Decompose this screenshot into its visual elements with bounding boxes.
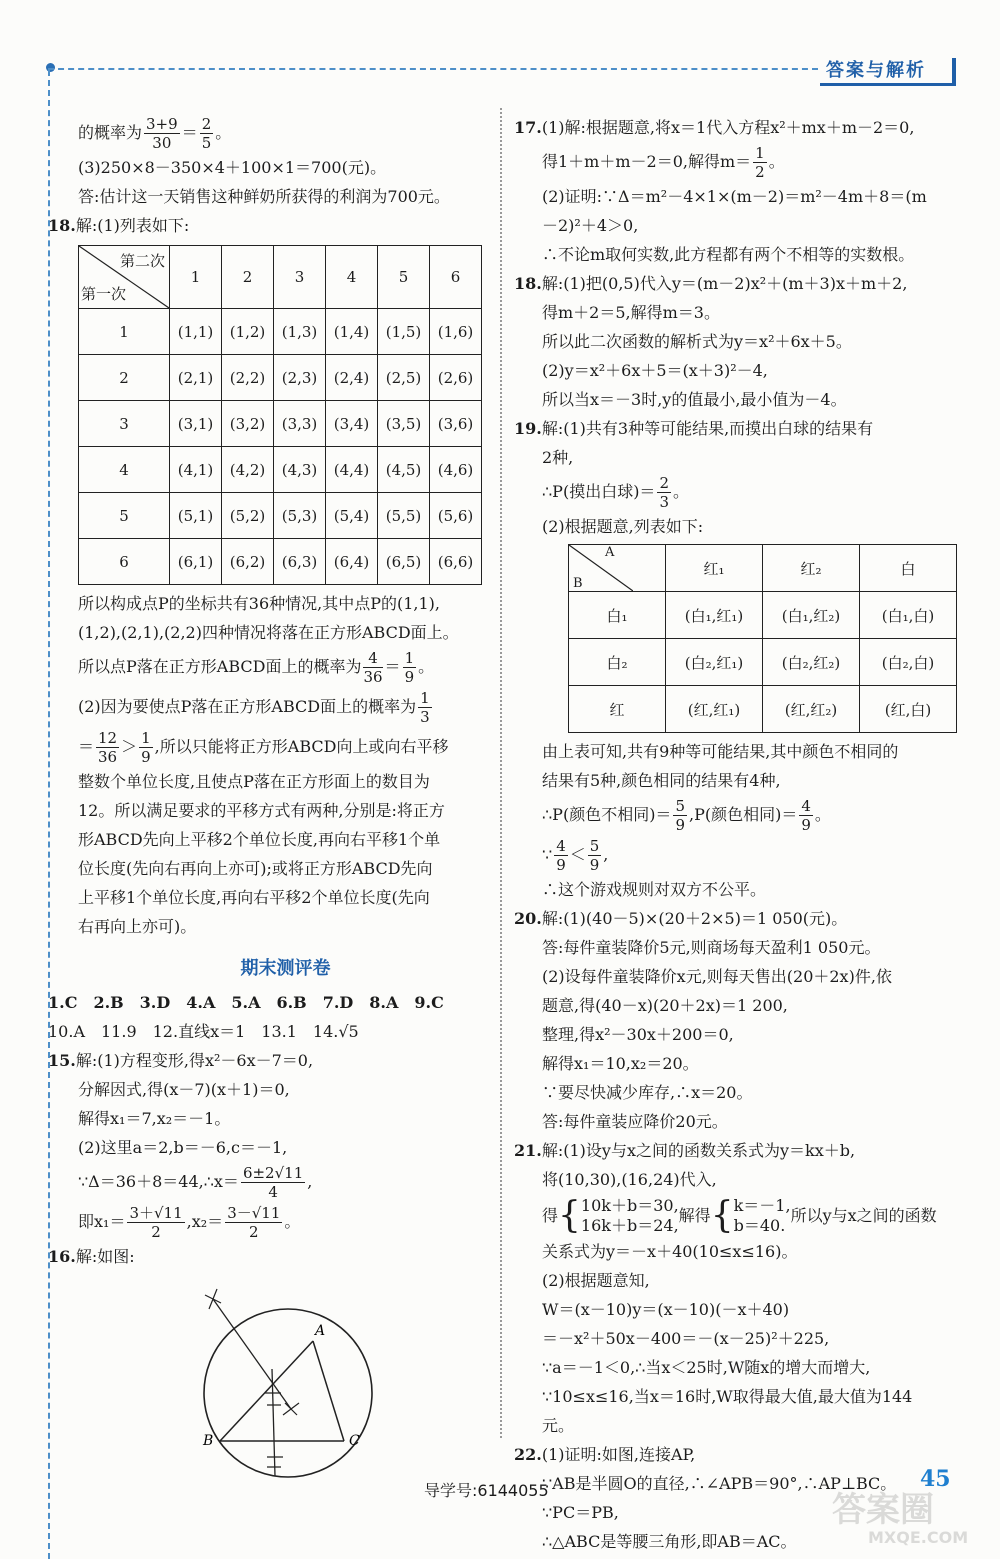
color-outcome-table xyxy=(568,544,957,733)
text-line: 将(10,30),(16,24)代入, xyxy=(542,1170,717,1189)
table-col-header: 2 xyxy=(222,246,274,309)
table-row: 3 (3,1) (3,2) (3,3) (3,4) (3,5) (3,6) xyxy=(79,401,482,447)
arc-mark xyxy=(283,1403,299,1415)
page-number: 45 xyxy=(920,1466,951,1492)
table-row: 5 (5,1) (5,2) (5,3) (5,4) (5,5) (5,6) xyxy=(79,493,482,539)
table-row: 红 (红,红₁) (红,红₂) (红,白) xyxy=(569,686,957,733)
page-margin-rule xyxy=(48,70,51,1559)
label-c: C xyxy=(349,1433,360,1449)
text-line: (2)因为要使点P落在正方形ABCD面上的概率为 $\frac{1}{3}$ xyxy=(78,689,430,726)
fraction: $\frac{3+9}{30}$ xyxy=(146,115,178,152)
text-line: ∴不论m取何实数,此方程都有两个不相等的实数根。 xyxy=(542,245,915,264)
table-col-header: 6 xyxy=(430,246,482,309)
text-line: 上平移1个单位长度,再向右平移2个单位长度(先向 xyxy=(78,888,430,907)
text-line: 解得x₁＝7,x₂＝－1。 xyxy=(78,1109,231,1128)
text-line: (2)证明:∵Δ＝m²－4×1×(m－2)＝m²－4m＋8＝(m xyxy=(542,187,927,206)
text-line: (2)根据题意知, xyxy=(542,1271,650,1290)
text-line: 得m＋2＝5,解得m＝3。 xyxy=(542,303,720,322)
text-line: ∵10≤x≤16,当x＝16时,W取得最大值,最大值为144 xyxy=(542,1387,913,1406)
text-line: (2)设每件童装降价x元,则每天售出(20＋2x)件,依 xyxy=(542,967,892,986)
text-line: 得1＋m＋m－2＝0,解得m＝ $\frac{1}{2}$ 。 xyxy=(542,144,785,181)
text-line: (3)250×8－350×4＋100×1＝700(元)。 xyxy=(78,158,387,177)
header-rule xyxy=(48,68,818,70)
left-column xyxy=(48,112,493,1485)
table-col-header: 4 xyxy=(326,246,378,309)
text-line: 即x₁＝ $\frac{3+√11}{2}$ ,x₂＝ $\frac{3-√11}{2}$ 。 xyxy=(78,1204,301,1241)
circle xyxy=(204,1309,372,1477)
watermark-url: MXQE.COM xyxy=(868,1528,969,1547)
right-column xyxy=(514,112,964,1558)
text-line: 答:每件童装应降价20元。 xyxy=(542,1112,728,1131)
text-line: W＝(x－10)y＝(x－10)(－x＋40) xyxy=(542,1300,790,1319)
question-18: 18.解:(1)列表如下: xyxy=(48,216,190,235)
table-col-header: 5 xyxy=(378,246,430,309)
question-18: 18.解:(1)把(0,5)代入y＝(m－2)x²＋(m＋3)x＋m＋2, xyxy=(514,274,908,293)
text-line: 结果有5种,颜色相同的结果有4种, xyxy=(542,771,781,790)
outcome-table xyxy=(78,245,482,585)
section-label: 答案与解析 xyxy=(820,58,956,86)
table-row: 4 (4,1) (4,2) (4,3) (4,4) (4,5) (4,6) xyxy=(79,447,482,493)
text-line: 分解因式,得(x－7)(x＋1)＝0, xyxy=(78,1080,290,1099)
table-row: 白₁ (白₁,红₁) (白₁,红₂) (白₁,白) xyxy=(569,592,957,639)
column-divider xyxy=(500,108,502,1438)
text-line: (2)y＝x²＋6x＋5＝(x＋3)²－4, xyxy=(542,361,768,380)
text-line: ∵ $\frac{4}{9}$ ＜ $\frac{5}{9}$ , xyxy=(542,837,609,874)
text-line: 所以此二次函数的解析式为y＝x²＋6x＋5。 xyxy=(542,332,852,351)
text-line: －2)²＋4＞0, xyxy=(542,216,639,235)
text-line: ∵要尽快减少库存,∴x＝20。 xyxy=(542,1083,753,1102)
label-b: B xyxy=(203,1433,214,1449)
text-line: 整理,得x²－30x＋200＝0, xyxy=(542,1025,734,1044)
segment-ab xyxy=(220,1341,313,1441)
table-row: 6 (6,1) (6,2) (6,3) (6,4) (6,5) (6,6) xyxy=(79,539,482,585)
text-line: 12。所以满足要求的平移方式有两种,分别是:将正方 xyxy=(78,801,445,820)
table-row: 白₂ (白₂,红₁) (白₂,红₂) (白₂,白) xyxy=(569,639,957,686)
text-line: 所以点P落在正方形ABCD面上的概率为 $\frac{4}{36}$ ＝ $\frac{1}{9}$ 。 xyxy=(78,649,435,686)
table-col-header: 1 xyxy=(170,246,222,309)
text-line: 2种, xyxy=(542,448,574,467)
text-line: 形ABCD先向上平移2个单位长度,再向右平移1个单 xyxy=(78,830,441,849)
table-col-header: 3 xyxy=(274,246,326,309)
text-line: 解得x₁＝10,x₂＝20。 xyxy=(542,1054,699,1073)
text-line: 元。 xyxy=(542,1416,575,1435)
question-15: 15.解:(1)方程变形,得x²－6x－7＝0, xyxy=(48,1051,314,1070)
fraction: $\frac{2}{5}$ xyxy=(201,115,212,152)
text-line: ∴△ABC是等腰三角形,即AB＝AC。 xyxy=(542,1532,797,1551)
text-line: 右再向上亦可)。 xyxy=(78,917,197,936)
text-line: (2)这里a＝2,b＝－6,c＝－1, xyxy=(78,1138,288,1157)
question-20: 20.解:(1)(40－5)×(20＋2×5)＝1 050(元)。 xyxy=(514,909,848,928)
question-17: 17.(1)解:根据题意,将x＝1代入方程x²＋mx＋m－2＝0, xyxy=(514,118,915,137)
table-col-header: 红₂ xyxy=(763,545,860,592)
text-line: 关系式为y＝－x＋40(10≤x≤16)。 xyxy=(542,1242,798,1261)
text-line: ＝－x²＋50x－400＝－(x－25)²＋225, xyxy=(542,1329,830,1348)
text-line: ∴这个游戏规则对双方不公平。 xyxy=(542,880,767,899)
text-line: ∴P(摸出白球)＝ $\frac{2}{3}$ 。 xyxy=(542,474,689,511)
label-a: A xyxy=(315,1323,326,1339)
table-header-diagonal: A B xyxy=(569,545,666,592)
intro-line: 的概率为 $\frac{3+9}{30}$ ＝ $\frac{2}{5}$ 。 xyxy=(78,115,232,152)
guide-number: 导学号:6144055 xyxy=(424,1481,549,1500)
text-line: (1,2),(2,1),(2,2)四种情况将落在正方形ABCD面上。 xyxy=(78,623,459,642)
text-line: 答:估计这一天销售这种鲜奶所获得的利润为700元。 xyxy=(78,187,450,206)
watermark-text: 答案圈 xyxy=(832,1490,934,1530)
table-col-header: 红₁ xyxy=(666,545,763,592)
table-header-diagonal: 第二次 第一次 xyxy=(79,246,170,309)
question-21: 21.解:(1)设y与x之间的函数关系式为y＝kx＋b, xyxy=(514,1141,856,1160)
section-title: 期末测评卷 xyxy=(240,958,331,979)
text-line: ∵Δ＝36＋8＝44,∴x＝ $\frac{6\pm 2√11}{4}$ , xyxy=(78,1164,313,1201)
table-row: 1 (1,1) (1,2) (1,3) (1,4) (1,5) (1,6) xyxy=(79,309,482,355)
text-line: 所以构成点P的坐标共有36种情况,其中点P的(1,1), xyxy=(78,594,440,613)
text-line: ∴P(颜色不相同)＝ $\frac{5}{9}$ ,P(颜色相同)＝ $\frac{4}{9}$ 。 xyxy=(542,797,831,834)
question-16: 16.解:如图: xyxy=(48,1247,135,1266)
equation-system-line: 得{ 10k＋b＝30, 16k＋b＝24, 解得{ k＝－1, b＝40. 所以y与x之间的函数 xyxy=(542,1195,937,1236)
text-line: 题意,得(40－x)(20＋2x)＝1 200, xyxy=(542,996,788,1015)
text-line: 所以当x＝－3时,y的值最小,最小值为－4。 xyxy=(542,390,847,409)
text-line: 答:每件童装降价5元,则商场每天盈利1 050元。 xyxy=(542,938,881,957)
text-line: 由上表可知,共有9种等可能结果,其中颜色不相同的 xyxy=(542,742,899,761)
geometry-figure xyxy=(173,1281,403,1481)
text-line: 整数个单位长度,且使点P落在正方形面上的数目为 xyxy=(78,772,430,791)
mc-answers: 10.A 11.9 12.直线x＝1 13.1 14.√5 xyxy=(48,1022,359,1041)
text-line: ∵AB是半圆O的直径,∴∠APB＝90°,∴AP⊥BC。 xyxy=(542,1474,897,1493)
table-row: 2 (2,1) (2,2) (2,3) (2,4) (2,5) (2,6) xyxy=(79,355,482,401)
text-line: ∵PC＝PB, xyxy=(542,1503,619,1522)
watermark xyxy=(828,1480,978,1550)
text-line: (2)根据题意,列表如下: xyxy=(542,517,704,536)
segment-ac xyxy=(313,1341,344,1441)
text-line: 位长度(先向右再向上亦可);或将正方形ABCD先向 xyxy=(78,859,433,878)
text-line: ∵a＝－1＜0,∴当x＜25时,W随x的增大而增大, xyxy=(542,1358,871,1377)
question-19: 19.解:(1)共有3种等可能结果,而摸出白球的结果有 xyxy=(514,419,874,438)
table-col-header: 白 xyxy=(860,545,957,592)
mc-answers: 1.C 2.B 3.D 4.A 5.A 6.B 7.D 8.A 9.C xyxy=(48,993,444,1012)
question-22: 22.(1)证明:如图,连接AP, xyxy=(514,1445,696,1464)
text-line: ＝ $\frac{12}{36}$ ＞ $\frac{1}{9}$ ,所以只能将正方形ABCD向上或向右平移 xyxy=(78,729,449,766)
